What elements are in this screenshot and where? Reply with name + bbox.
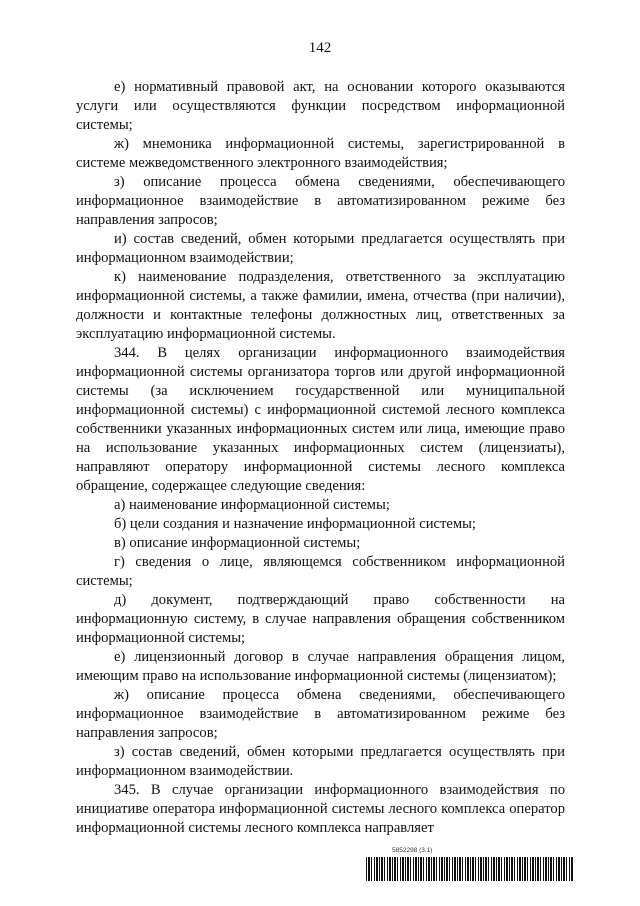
barcode-icon: [366, 857, 574, 881]
paragraph-344-item-e: е) лицензионный договор в случае направления обращения лицом, имеющим право на использование информационной системы (лицензиатом);: [76, 649, 565, 684]
paragraph-item-z: з) описание процесса обмена сведениями, обеспечивающего информационное взаимодействие в автоматизированном режиме без направления запросов;: [76, 174, 565, 228]
page-number: 142: [308, 40, 332, 56]
paragraph-344-item-a: а) наименование информационной системы;: [114, 497, 390, 513]
paragraph-344-item-v: в) описание информационной системы;: [114, 535, 361, 551]
paragraph-344-item-zh: ж) описание процесса обмена сведениями, обеспечивающего информационное взаимодействие в автоматизированном режиме без направления запросов;: [76, 687, 565, 741]
document-code: 5852298 (3.1): [392, 847, 433, 854]
paragraph-item-i: и) состав сведений, обмен которыми предлагается осуществлять при информационном взаимодействии;: [76, 231, 565, 266]
paragraph-344: 344. В целях организации информационного взаимодействия информационной системы организатора торгов или другой информационной системы (за исключением государственной или муниципальной информационной системы) с информационной системой лесного комплекса собственники указанных информационных систем или лица, имеющие право на использование указанных информационных систем (лицензиаты), направляют оператору информационной системы лесного комплекса обращение, содержащее следующие сведения:: [76, 345, 565, 494]
paragraph-344-item-b: б) цели создания и назначение информационной системы;: [114, 516, 476, 532]
paragraph-item-zh: ж) мнемоника информационной системы, зарегистрированной в системе межведомственного электронного взаимодействия;: [76, 136, 565, 171]
paragraph-344-item-z: з) состав сведений, обмен которыми предлагается осуществлять при информационном взаимодействии.: [76, 744, 565, 779]
paragraph-344-item-d: д) документ, подтверждающий право собственности на информационную систему, в случае направления обращения собственником информационной системы;: [76, 592, 565, 646]
paragraph-345: 345. В случае организации информационного взаимодействия по инициативе оператора информационной системы лесного комплекса оператор информационной системы лесного комплекса направляет: [76, 782, 565, 836]
paragraph-344-item-g: г) сведения о лице, являющемся собственником информационной системы;: [76, 554, 565, 589]
document-body: [76, 78, 565, 838]
paragraph-item-e: е) нормативный правовой акт, на основании которого оказываются услуги или осуществляются функции посредством информационной системы;: [76, 79, 565, 133]
paragraph-item-k: к) наименование подразделения, ответственного за эксплуатацию информационной системы, а также фамилии, имена, отчества (при наличии), должности и контактные телефоны должностных лиц, ответственных за эксплуатацию информационной системы.: [76, 269, 565, 342]
